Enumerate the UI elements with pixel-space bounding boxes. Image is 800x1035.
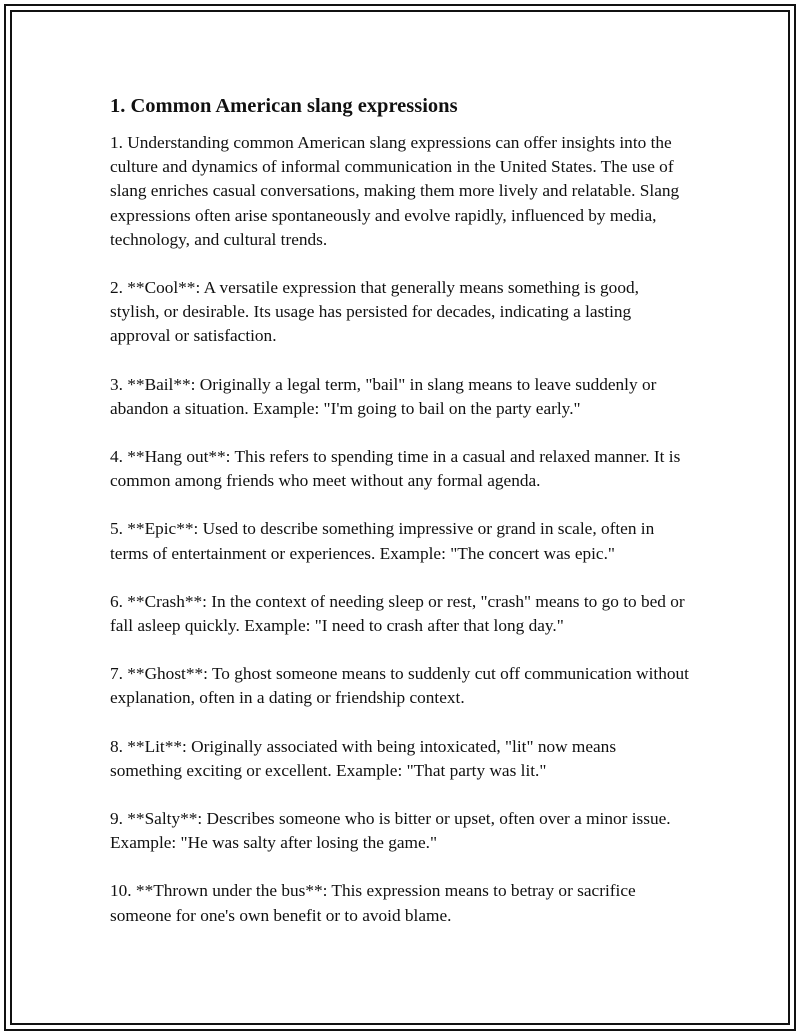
document-body (110, 92, 690, 952)
paragraph-crash: 6. **Crash**: In the context of needing sleep or rest, "crash" means to go to bed or fall asleep quickly. Example: "I need to crash after that long day." (110, 591, 685, 636)
paragraph-lit: 8. **Lit**: Originally associated with being intoxicated, "lit" now means something exciting or excellent. Example: "That party was lit." (110, 736, 617, 780)
section-heading: 1. Common American slang expressions (110, 95, 458, 117)
paragraph-epic: 5. **Epic**: Used to describe something impressive or grand in scale, often in terms of entertainment or experiences. Example: "The concert was epic." (110, 519, 655, 563)
paragraph-intro: 1. Understanding common American slang expressions can offer insights into the culture and dynamics of informal communication in the United States. The use of slang enriches casual conversations, making them more lively and relatable. Slang expressions often arise spontaneously and evolve rapidly, influenced by media, technology, and cultural trends. (110, 133, 680, 249)
paragraph-bail: 3. **Bail**: Originally a legal term, "bail" in slang means to leave suddenly or abandon a situation. Example: "I'm going to bail on the party early." (110, 374, 657, 418)
paragraph-hang-out: 4. **Hang out**: This refers to spending time in a casual and relaxed manner. It is common among friends who meet without any formal agenda. (110, 447, 681, 491)
paragraph-thrown-under-the-bus: 10. **Thrown under the bus**: This expression means to betray or sacrifice someone for one's own benefit or to avoid blame. (110, 881, 636, 925)
paragraph-cool: 2. **Cool**: A versatile expression that generally means something is good, stylish, or desirable. Its usage has persisted for decades, indicating a lasting approval or satisfaction. (110, 278, 639, 346)
paragraph-ghost: 7. **Ghost**: To ghost someone means to suddenly cut off communication without explanation, often in a dating or friendship context. (110, 664, 689, 708)
paragraph-salty: 9. **Salty**: Describes someone who is bitter or upset, often over a minor issue. Example: "He was salty after losing the game." (110, 809, 671, 853)
